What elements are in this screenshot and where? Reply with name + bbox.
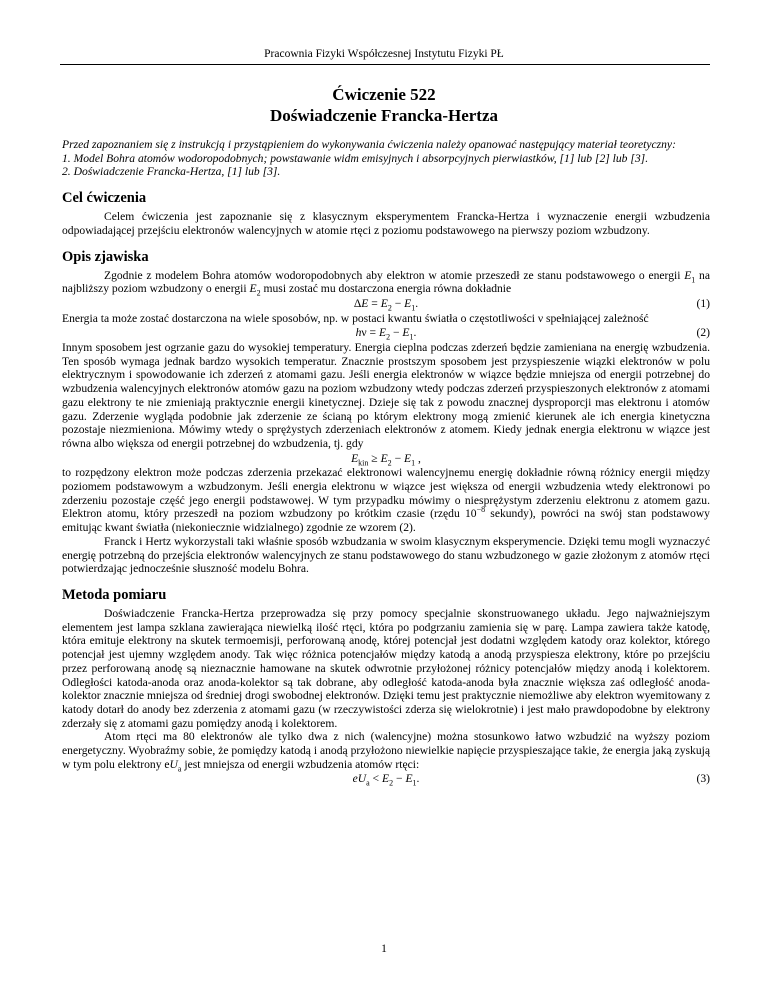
equation-3-number: (3) bbox=[696, 772, 710, 786]
heading-cel: Cel ćwiczenia bbox=[62, 190, 147, 207]
title-line-1: Ćwiczenie 522 bbox=[332, 85, 436, 104]
document-body bbox=[62, 138, 710, 787]
intro-block bbox=[62, 138, 710, 179]
metoda-paragraph-1: Doświadczenie Francka-Hertza przeprowadza się przy pomocy specjalnie skonstruowanego układu. Jego najważniejszym elementem jest lampa szklana zawierająca niewielką ilość rtęci, która po podgrzaniu zamienia się w parę. Lampa zawiera także katodę, która emituje elektrony na skutek termoemisji, perforowaną anodę, której potencjał jest dodatni względem katody oraz kolektor, którego potencjał jest ujemny względem anody. Tak więc różnica potencjałów między katodą a anodą przyspiesza elektrony, które po przejściu przez perforowaną anodę są nieznacznie hamowane na skutek odwrotnie przyłożonej różnicy potencjałów między anodą i kolektorem. Odległości katoda-anoda oraz anoda-kolektor są tak dobrane, aby odległość katoda-anoda była znacznie większa zaś odległość anoda-kolektor znacznie mniejsza od średniej drogi swobodnej elektronów. Dzięki temu jest praktycznie niemożliwe aby elektron wyemitowany z katody dotarł do anody bez zderzenia z atomami gazu (w rzeczywistości zderza się wielokrotnie) i jest mało prawdopodobne by elektrony zderzały się z atomami gazu pomiędzy anodą i kolektorem. bbox=[62, 606, 710, 730]
document-title bbox=[0, 84, 768, 126]
equation-2: $h\nu = E_2 - E_1$. (2) bbox=[355, 326, 710, 342]
equation-1-number: (1) bbox=[696, 296, 710, 310]
page-number: 1 bbox=[381, 943, 387, 955]
equation-1: $\Delta E = E_2 - E_1$. (1) bbox=[353, 296, 710, 313]
opis-paragraph-5: Franck i Hertz wykorzystali taki właśnie sposób wzbudzania w swoim klasycznym eksperymencie. Dzięki temu mogli wyznaczyć energię potrzebną do przejścia elektronów walencyjnych ze stanu podstawowego do stanu wzbudzonego w gazie złożonym z atomów rtęci potwierdzając jednocześnie słuszność modelu Bohra. bbox=[62, 534, 710, 576]
intro-item-2: 2. Doświadczenie Francka-Hertza, [1] lub [3]. bbox=[62, 165, 281, 179]
header-rule bbox=[60, 64, 710, 65]
title-line-2: Doświadczenie Francka-Hertza bbox=[269, 106, 499, 125]
equation-2-number: (2) bbox=[696, 326, 710, 340]
page-header: Pracownia Fizyki Współczesnej Instytutu Fizyki PŁ bbox=[264, 48, 504, 60]
intro-text: Przed zapoznaniem się z instrukcją i przystąpieniem do wykonywania ćwiczenia należy opanować następujący materiał teoretyczny: bbox=[62, 138, 676, 151]
heading-opis: Opis zjawiska bbox=[62, 248, 149, 265]
cel-paragraph: Celem ćwiczenia jest zapoznanie się z klasycznym eksperymentem Francka-Hertza i wyznaczenie energii wzbudzenia odpowiadającej przejściu elektronów walencyjnych w atomie rtęci z poziomu podstawowego na pierwszy poziom wzbudzony. bbox=[62, 210, 710, 237]
opis-paragraph-1: Zgodnie z modelem Bohra atomów wodoropodobnych aby elektron w atomie przeszedł ze stanu podstawowego o energii $E_1$ na najbliższy poziom wzbudzony o energii $E_2$ musi zostać mu dostarczona energia równa dokładnie bbox=[62, 268, 710, 298]
heading-metoda: Metoda pomiaru bbox=[62, 586, 167, 603]
intro-item-1: 1. Model Bohra atomów wodoropodobnych; powstawanie widm emisyjnych i absorpcyjnych pierwiastków, [1] lub [2] lub [3]. bbox=[62, 151, 649, 165]
metoda-paragraph-2: Atom rtęci ma 80 elektronów ale tylko dwa z nich (walencyjne) można stosunkowo łatwo wzbudzić na wyższy poziom energetyczny. Wyobraźmy sobie, że pomiędzy katodą i anodą przyłożono niewielkie napięcie przyspieszające takie, że energia jaką zyskują w tym polu elektrony $eU_a$ jest mniejsza od energii wzbudzenia atomów rtęci: bbox=[62, 730, 710, 774]
opis-paragraph-2: Energia ta może zostać dostarczona na wiele sposobów, np. w postaci kwantu światła o częstotliwości ν spełniającej zależność bbox=[62, 311, 649, 325]
opis-paragraph-3: Innym sposobem jest ogrzanie gazu do wysokiej temperatury. Energia cieplna podczas zderzeń będzie zamieniana na energię wzbudzenia. Ten sposób wymaga jednak bardzo wysokich temperatur. Znacznie prostszym sposobem jest przyspieszenie wiązki elektronów w polu elektrycznym i spowodowanie ich zderzeń z atomami gazu. Jeśli energia elektronów w wiązce będzie mniejsza od energii potrzebnej do wzbudzenia walencyjnych elektronów atomów gazu na poziom wzbudzony wtedy podczas zderzeń przyspieszonych elektronów z atomami gazu elektrony te nie zmieniają praktycznie energii kinetycznej. Dzieje się tak z powodu znacznej dysproporcji mas elektronu i atomów gazu. Zderzenie wygląda podobnie jak zderzenie ze ścianą po którym elektrony mogą zmienić kierunek ale ich energia kinetyczna pozostaje niezmieniona. Mówimy wtedy o sprężystych zderzeniach elektronów z atomem. Kiedy jednak energia elektronu w wiązce jest równa albo większa od energii potrzebnej do wzbudzenia, tj. gdy bbox=[62, 341, 710, 450]
opis-paragraph-4: to rozpędzony elektron może podczas zderzenia przekazać elektronowi walencyjnemu energię dokładnie równą różnicy energii między poziomem podstawowym a wzbudzonym. Jeśli energia elektronu w wiązce jest większa od energii wzbudzenia wtedy elektronowi po zderzeniu pozostaje część jego energii podstawowej. W tym przypadku mówimy o niesprężystym zderzeniu elektronu z atomem gazu. Elektron atomu, który przeszedł na poziom wzbudzony po krótkim czasie (rzędu $10^{-8}$ sekundy), powróci na swój stan podstawowy emitując kwant światła (niekoniecznie widzialnego) zgodnie ze wzorem (2). bbox=[62, 466, 710, 535]
equation-3: $eU_a < E_2 - E_1$. (3) bbox=[352, 772, 710, 788]
equation-kin: $E_{kin} \ge E_2 - E_1$ , bbox=[351, 451, 421, 467]
